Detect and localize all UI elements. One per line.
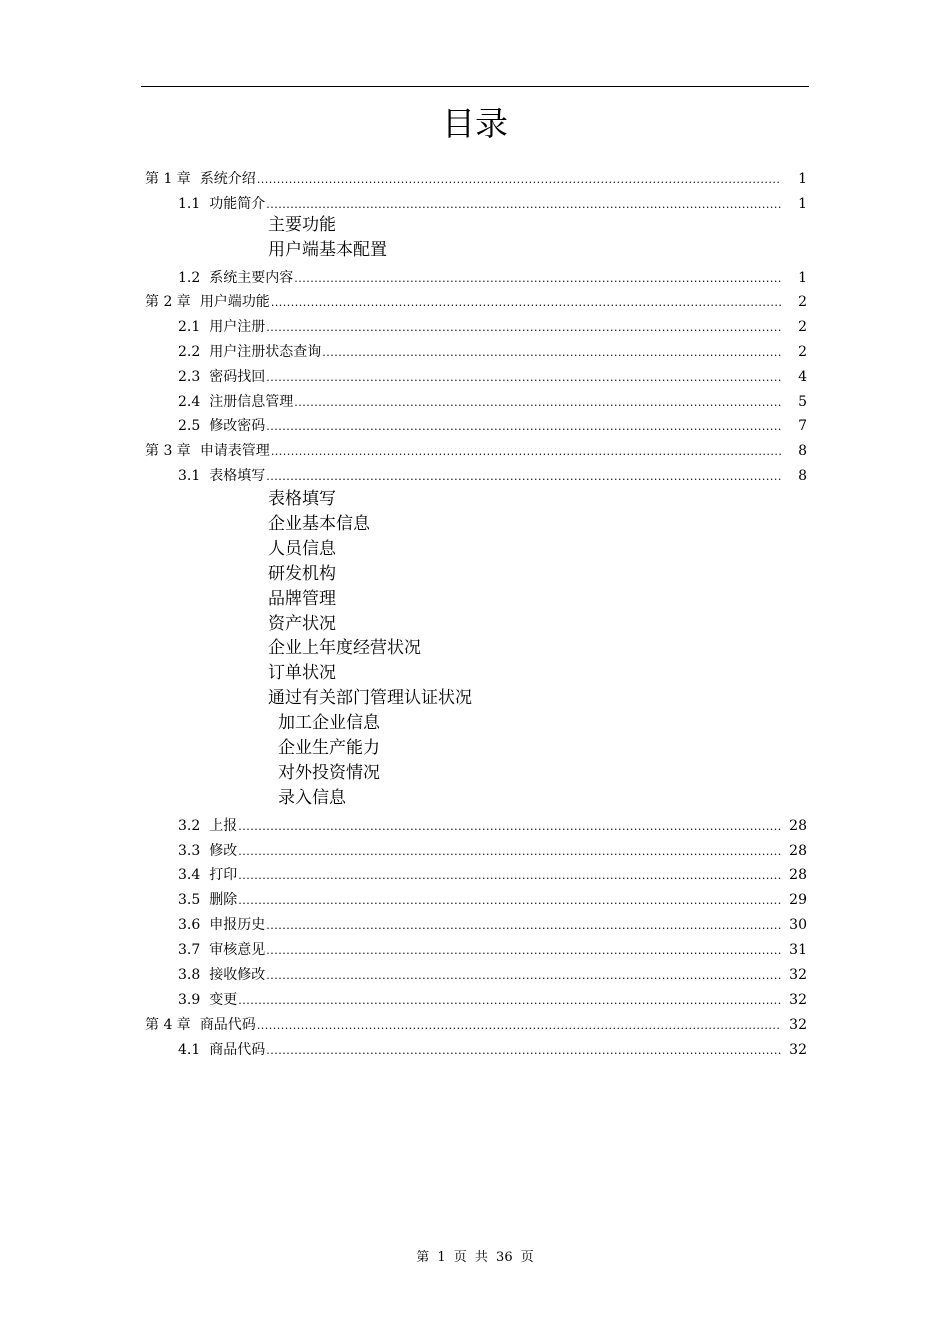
dot-leader — [238, 990, 781, 1012]
toc-number: 3.6 — [178, 917, 201, 933]
dot-leader — [266, 317, 781, 339]
toc-subitem[interactable]: 录入信息 — [278, 788, 346, 808]
toc-number: 3.4 — [178, 867, 201, 883]
page-footer: 第 1 页 共 36 页 — [416, 1250, 534, 1265]
toc-label: 系统主要内容 — [209, 270, 294, 286]
toc-entry-ch4[interactable] — [145, 1014, 807, 1036]
dot-leader — [294, 268, 781, 290]
toc-subitem[interactable]: 企业生产能力 — [278, 738, 380, 758]
toc-entry-3-5[interactable] — [178, 889, 807, 911]
toc-subitem[interactable]: 企业基本信息 — [268, 514, 370, 534]
toc-label: 申请表管理 — [199, 443, 270, 459]
toc-label: 上报 — [209, 818, 238, 834]
toc-page-number: 1 — [798, 270, 807, 286]
toc-entry-2-5[interactable] — [178, 415, 807, 437]
toc-label: 用户端功能 — [199, 294, 270, 310]
toc-subitem[interactable]: 品牌管理 — [268, 589, 336, 609]
toc-page-number: 28 — [789, 867, 807, 883]
toc-subitem[interactable]: 研发机构 — [268, 564, 336, 584]
toc-entry-ch2[interactable] — [145, 291, 807, 313]
toc-subitem[interactable]: 主要功能 — [268, 215, 336, 235]
dot-leader — [322, 342, 781, 364]
toc-page-number: 29 — [789, 892, 807, 908]
toc-page-number: 28 — [789, 843, 807, 859]
toc-number: 2.4 — [178, 394, 201, 410]
dot-leader — [238, 865, 781, 887]
dot-leader — [266, 194, 781, 216]
toc-page-number: 7 — [798, 418, 807, 434]
toc-entry-3-4[interactable] — [178, 864, 807, 886]
toc-page-number: 28 — [789, 818, 807, 834]
header-rule — [141, 86, 809, 87]
toc-number: 3.1 — [178, 468, 201, 484]
toc-page-number: 1 — [798, 171, 807, 187]
toc-entry-4-1[interactable] — [178, 1039, 807, 1061]
toc-page-number: 4 — [798, 369, 807, 385]
toc-number: 3.5 — [178, 892, 201, 908]
toc-page-number: 2 — [798, 294, 807, 310]
toc-number: 第 4 章 — [145, 1017, 191, 1033]
toc-subitem[interactable]: 用户端基本配置 — [268, 240, 387, 260]
toc-number: 4.1 — [178, 1042, 201, 1058]
toc-entry-1-1[interactable] — [178, 193, 807, 215]
toc-number: 2.1 — [178, 319, 201, 335]
toc-label: 功能简介 — [209, 196, 266, 212]
toc-number: 3.2 — [178, 818, 201, 834]
toc-subitem[interactable]: 表格填写 — [268, 489, 336, 509]
toc-label: 接收修改 — [209, 967, 266, 983]
dot-leader — [266, 1040, 781, 1062]
toc-entry-2-1[interactable] — [178, 316, 807, 338]
dot-leader — [257, 1015, 781, 1037]
toc-number: 1.2 — [178, 270, 201, 286]
toc-page-number: 2 — [798, 344, 807, 360]
toc-number: 第 2 章 — [145, 294, 191, 310]
toc-label: 申报历史 — [209, 917, 266, 933]
toc-page-number: 31 — [789, 942, 807, 958]
toc-page-number: 8 — [798, 468, 807, 484]
page-title: 目录 — [442, 104, 508, 143]
dot-leader — [266, 965, 781, 987]
toc-label: 修改 — [209, 843, 238, 859]
toc-entry-2-4[interactable] — [178, 391, 807, 413]
toc-entry-ch1[interactable] — [145, 168, 807, 190]
toc-page-number: 1 — [798, 196, 807, 212]
toc-page-number: 32 — [789, 967, 807, 983]
toc-label: 注册信息管理 — [209, 394, 294, 410]
toc-number: 2.2 — [178, 344, 201, 360]
toc-label: 密码找回 — [209, 369, 266, 385]
toc-page-number: 30 — [789, 917, 807, 933]
toc-label: 变更 — [209, 992, 238, 1008]
toc-entry-3-7[interactable] — [178, 939, 807, 961]
toc-page-number: 8 — [798, 443, 807, 459]
toc-label: 打印 — [209, 867, 238, 883]
toc-label: 用户注册状态查询 — [209, 344, 322, 360]
dot-leader — [266, 466, 781, 488]
dot-leader — [257, 169, 781, 191]
toc-label: 商品代码 — [209, 1042, 266, 1058]
toc-number: 3.7 — [178, 942, 201, 958]
dot-leader — [271, 292, 781, 314]
toc-label: 商品代码 — [199, 1017, 256, 1033]
toc-entry-2-2[interactable] — [178, 341, 807, 363]
toc-label: 修改密码 — [209, 418, 266, 434]
toc-number: 3.8 — [178, 967, 201, 983]
dot-leader — [271, 441, 781, 463]
toc-subitem[interactable]: 通过有关部门管理认证状况 — [268, 688, 472, 708]
toc-subitem[interactable]: 人员信息 — [268, 539, 336, 559]
toc-label: 用户注册 — [209, 319, 266, 335]
toc-page-number: 5 — [798, 394, 807, 410]
dot-leader — [294, 392, 781, 414]
toc-page-number: 32 — [789, 1017, 807, 1033]
toc-number: 第 3 章 — [145, 443, 191, 459]
toc-subitem[interactable]: 订单状况 — [268, 663, 336, 683]
toc-entry-ch3[interactable] — [145, 440, 807, 462]
toc-page-number: 32 — [789, 1042, 807, 1058]
dot-leader — [266, 416, 781, 438]
toc-subitem[interactable]: 企业上年度经营状况 — [268, 638, 421, 658]
toc-label: 删除 — [209, 892, 238, 908]
dot-leader — [238, 841, 781, 863]
toc-subitem[interactable]: 资产状况 — [268, 614, 336, 634]
toc-number: 1.1 — [178, 196, 201, 212]
toc-number: 3.3 — [178, 843, 201, 859]
dot-leader — [266, 915, 781, 937]
dot-leader — [238, 890, 781, 912]
toc-entry-1-2[interactable] — [178, 267, 807, 289]
toc-entry-3-3[interactable] — [178, 840, 807, 862]
toc-label: 系统介绍 — [199, 171, 256, 187]
dot-leader — [266, 367, 781, 389]
toc-entry-3-6[interactable] — [178, 914, 807, 936]
toc-entry-3-1[interactable] — [178, 465, 807, 487]
toc-number: 2.3 — [178, 369, 201, 385]
toc-page-number: 32 — [789, 992, 807, 1008]
toc-subitem[interactable]: 加工企业信息 — [278, 713, 380, 733]
toc-number: 3.9 — [178, 992, 201, 1008]
toc-entry-3-9[interactable] — [178, 989, 807, 1011]
toc-entry-2-3[interactable] — [178, 366, 807, 388]
toc-number: 第 1 章 — [145, 171, 191, 187]
toc-label: 表格填写 — [209, 468, 266, 484]
toc-entry-3-2[interactable] — [178, 815, 807, 837]
toc-subitem[interactable]: 对外投资情况 — [278, 763, 380, 783]
dot-leader — [238, 816, 781, 838]
toc-page-number: 2 — [798, 319, 807, 335]
toc-entry-3-8[interactable] — [178, 964, 807, 986]
dot-leader — [266, 940, 781, 962]
toc-number: 2.5 — [178, 418, 201, 434]
toc-label: 审核意见 — [209, 942, 266, 958]
